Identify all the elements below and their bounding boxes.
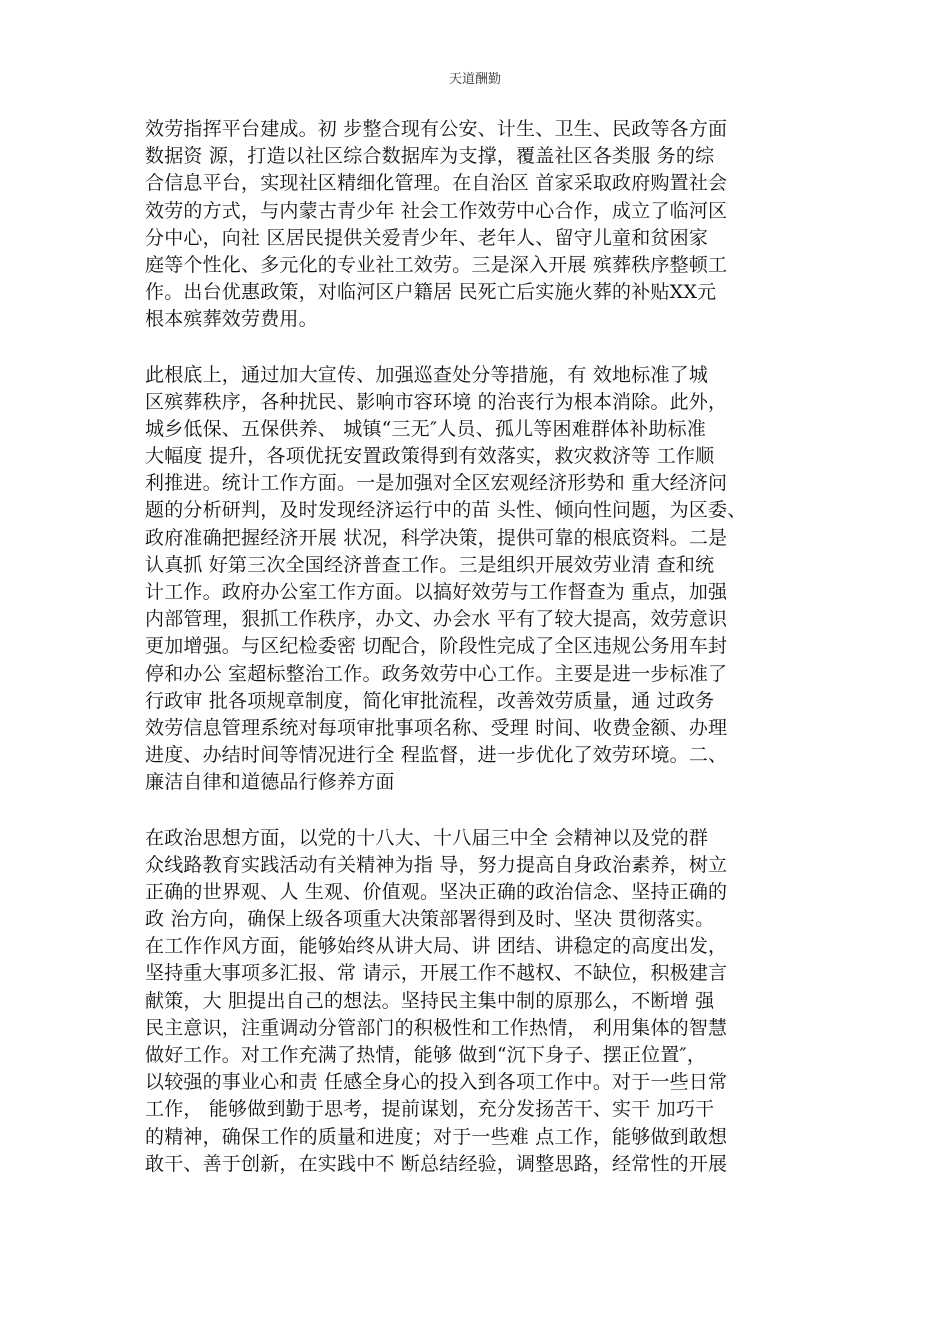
text-line: 更加增强。与区纪检委密 切配合，阶段性完成了全区违规公务用车封 <box>145 635 728 658</box>
text-line: 做好工作。对工作充满了热情，能够 做到“沉下身子、摆正位置″， <box>145 1044 707 1066</box>
text-line: 数据资 源，打造以社区综合数据库为支撑，覆盖社区各类服 务的综 <box>145 145 715 168</box>
text-line: 的精神，确保工作的质量和进度；对于一些难 点工作，能够做到敢想 <box>145 1125 728 1148</box>
text-line: 内部管理，狠抓工作秩序，办文、办会水 平有了较大提高，效劳意识 <box>145 608 728 631</box>
text-line: 大幅度 提升，各项优抚安置政策得到有效落实，救灾救济等 工作顺 <box>145 445 715 468</box>
text-line: 政 治方向，确保上级各项重大决策部署得到及时、坚决 贯彻落实。 <box>145 908 715 931</box>
text-line: 民主意识，注重调动分管部门的积极性和工作热情， 利用集体的智慧 <box>145 1016 728 1039</box>
text-line: 坚持重大事项多汇报、常 请示，开展工作不越权、不缺位，积极建言 <box>145 962 728 985</box>
page-header: 天道酬勤 <box>448 72 501 87</box>
text-line: 廉洁自律和道德品行修养方面 <box>145 771 395 794</box>
text-line: 此根底上，通过加大宣传、加强巡查处分等措施，有 效地标准了城 <box>145 363 709 386</box>
text-line: 工作， 能够做到勤于思考，提前谋划，充分发扬苦干、实干 加巧干 <box>145 1098 715 1121</box>
text-line: 以较强的事业心和责 任感全身心的投入到各项工作中。对于一些日常 <box>145 1071 728 1094</box>
text-line: 利推进。统计工作方面。一是加强对全区宏观经济形势和 重大经济问 <box>145 472 728 495</box>
text-line: 合信息平台，实现社区精细化管理。在自治区 首家采取政府购置社会 <box>145 172 728 195</box>
paragraph-3 <box>145 825 817 1178</box>
paragraph-2 <box>145 362 817 797</box>
text-line: 政府准确把握经济开展 状况，科学决策，提供可靠的根底资料。二是 <box>145 526 728 549</box>
text-line: 庭等个性化、多元化的专业社工效劳。三是深入开展 殡葬秩序整顿工 <box>145 253 728 276</box>
text-line: 计工作。政府办公室工作方面。以搞好效劳与工作督查为 重点，加强 <box>145 581 728 603</box>
text-line: 进度、办结时间等情况进行全 程监督，进一步优化了效劳环境。二、 <box>145 744 728 767</box>
text-line: 正确的世界观、人 生观、价值观。坚决正确的政治信念、坚持正确的 <box>145 880 728 903</box>
text-line: 城乡低保、五保供养、 城镇“三无″人员、孤儿等困难群体补助标准 <box>145 417 707 440</box>
text-line: 效劳指挥平台建成。初 步整合现有公安、计生、卫生、民政等各方面 <box>145 118 728 140</box>
text-line: 效劳的方式，与内蒙古青少年 社会工作效劳中心合作，成立了临河区 <box>145 199 728 222</box>
text-line: 在政治思想方面，以党的十八大、十八届三中全 会精神以及党的群 <box>145 826 709 849</box>
text-line: 分中心，向社 区居民提供关爱青少年、老年人、留守儿童和贫困家 <box>145 226 709 249</box>
text-line: 停和办公 室超标整治工作。政务效劳中心工作。主要是进一步标准了 <box>145 662 728 685</box>
text-line: 作。出台优惠政策，对临河区户籍居 民死亡后实施火葬的补贴XX元 <box>145 281 717 304</box>
text-line: 众线路教育实践活动有关精神为指 导，努力提高自身政治素养，树立 <box>145 853 728 876</box>
document-body <box>145 116 817 1206</box>
text-line: 区殡葬秩序，各种扰民、影响市容环境 的治丧行为根本消除。此外， <box>145 390 728 413</box>
text-line: 认真抓 好第三次全国经济普查工作。三是组织开展效劳业清 查和统 <box>145 553 715 576</box>
text-line: 根本殡葬效劳费用。 <box>145 308 318 331</box>
text-line: 献策，大 胆提出自己的想法。坚持民主集中制的原那么，不断增 强 <box>145 989 715 1012</box>
text-line: 行政审 批各项规章制度，简化审批流程，改善效劳质量，通 过政务 <box>145 689 715 712</box>
text-line: 效劳信息管理系统对每项审批事项名称、受理 时间、收费金额、办理 <box>145 716 728 739</box>
text-line: 敢干、善于创新，在实践中不 断总结经验，调整思路，经常性的开展 <box>145 1152 728 1175</box>
paragraph-1 <box>145 116 817 334</box>
text-line: 在工作作风方面，能够始终从讲大局、讲 团结、讲稳定的高度出发， <box>145 935 728 958</box>
text-line: 题的分析研判，及时发现经济运行中的苗 头性、倾向性问题，为区委、 <box>145 499 747 522</box>
